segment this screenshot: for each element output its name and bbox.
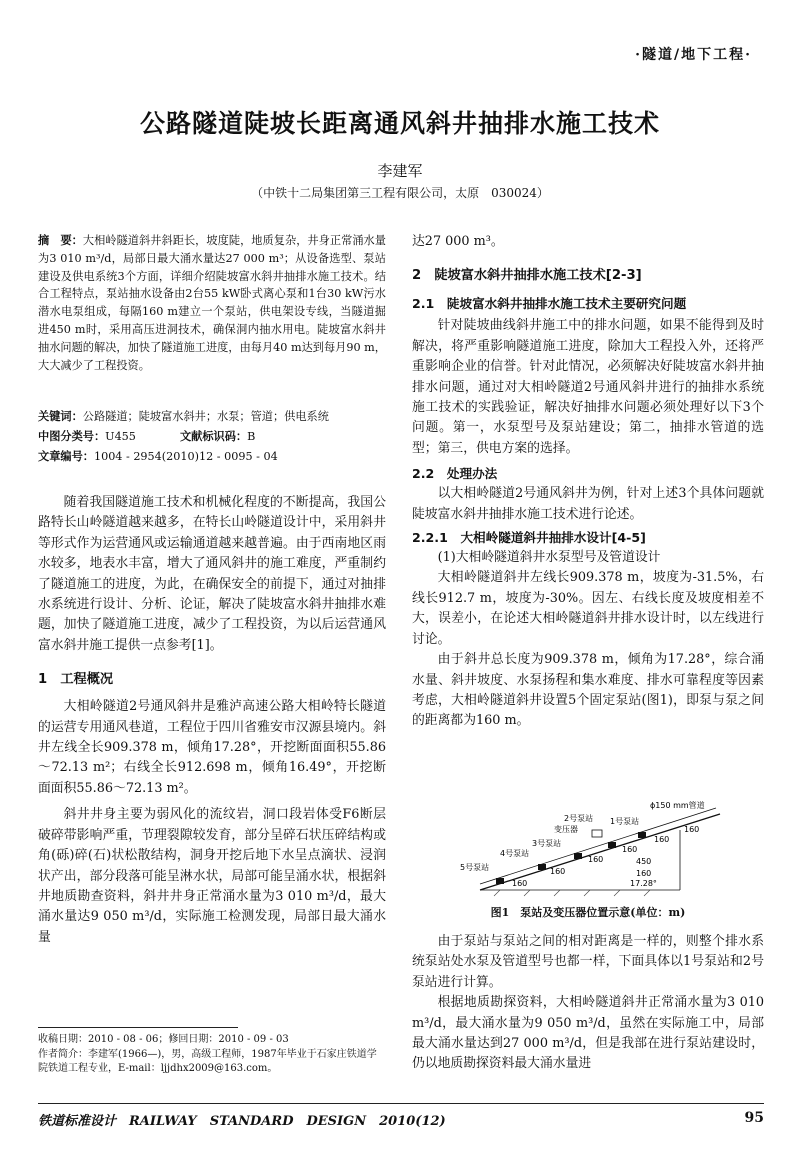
article-number — [38, 448, 386, 465]
figure-caption: 图1 泵站及变压器位置示意(单位：m) — [490, 906, 686, 919]
pump-station-2-marker — [608, 842, 616, 848]
keywords-label: 关键词： — [38, 409, 83, 423]
section-2-1-paragraph: 针对陡坡曲线斜井施工中的排水问题，如果不能得到及时解决，将严重影响隧道施工进度，除加大工程投入外，还将严重影响企业的信誉。针对此情况，必须解决好陡坡富水斜井抽排水问题，通过对大相岭隧道2号通风斜井进行的抽排水系统施工技术的实践验证，解决好抽排水问题必须处理好以下3个问题。第一，水泵型号及泵站建设；第二，抽排水管道的选型；第三，供电方案的选择。 — [412, 318, 764, 456]
section-2-1-heading: 2.1 陡坡富水斜井抽排水施工技术主要研究问题 — [412, 296, 687, 312]
clc-label: 中图分类号： — [38, 429, 106, 443]
received-date: 收稿日期：2010 - 08 - 06；修回日期：2010 - 09 - 03 — [38, 1034, 289, 1045]
author-bio: 作者简介：李建军(1966—)，男，高级工程师，1987年毕业于石家庄铁道学院铁道工程专业，E-mail：ljjdhx2009@163.com。 — [38, 1049, 377, 1074]
pump-1-label: 1号泵站 — [610, 817, 640, 826]
paper-title: 公路隧道陡坡长距离通风斜井抽排水施工技术 — [139, 109, 660, 138]
pump-3-label: 3号泵站 — [532, 839, 562, 848]
seg-label-6: 160 — [684, 825, 700, 834]
keywords — [38, 408, 386, 425]
classification — [38, 428, 386, 445]
pipe-label: ϕ150 mm管道 — [650, 801, 705, 810]
article-no-value: 1004 - 2954(2010)12 - 0095 - 04 — [93, 450, 278, 463]
after-figure-paragraph-1: 由于泵站与泵站之间的相对距离是一样的，则整个排水系统泵站处水泵及管道型号也都一样，下面具体以1号泵站和2号泵站进行计算。 — [412, 934, 764, 990]
right-body-bottom — [412, 932, 764, 1075]
seg-label-7: 160 — [636, 869, 652, 878]
seg-label-3: 160 — [588, 855, 604, 864]
journal-footer: 铁道标准设计 RAILWAY STANDARD DESIGN 2010(12) — [38, 1114, 446, 1129]
right-body-top — [412, 232, 764, 732]
pump-station-1-marker — [638, 832, 646, 838]
ground-hatch — [494, 890, 650, 896]
section-2-2-heading: 2.2 处理办法 — [412, 466, 498, 482]
abstract-text: 大相岭隧道斜井斜距长，坡度陡，地质复杂，井身正常涌水量为3 010 m³/d，局部日最大涌水量达27 000 m³；从设备选型、泵站建设及供电系统3个方面，详细介绍陡坡富水斜井抽排水施工技术。结合工程特点，泵站抽水设备由2台55 kW卧式离心泵和1台30 kW污水潜水电泵组成，每隔160 m建立一个泵站，供电架设专线，当隧道掘进450 m时，采用高压进洞技术，确保洞内抽水用电。陡坡富水斜井抽水问题的解决，加快了隧道施工进度，由每月40 m达到每月90 m，大大减少了工程投资。 — [38, 234, 386, 372]
pipe-line — [480, 808, 716, 884]
angle-label: 17.28° — [630, 879, 657, 888]
seg-label-2: 160 — [550, 867, 566, 876]
section-2-2-1-paragraph-1: 大相岭隧道斜井左线长909.378 m，坡度为-31.5%，右线长912.7 m，坡度为-30%。因左、右线长度及坡度相差不大，误差小，在论述大相岭隧道斜井排水设计时，以左线进行讨论。 — [412, 570, 764, 647]
abstract — [38, 232, 386, 374]
section-2-2-1-subheading: (1)大相岭隧道斜井水泵型号及管道设计 — [437, 550, 661, 566]
section-1-paragraph-2: 斜井井身主要为弱风化的流纹岩，洞口段岩体受F6断层破碎带影响严重，节理裂隙较发育，部分呈碎石状压碎结构或角(砾)碎(石)状松散结构，洞身开挖后地下水呈点滴状、浸润状产出，部分段落可能呈淋水状，局部可能呈涌水状，根据斜井地质勘查资料，斜井井身正常涌水量为3 010 m³/d，最大涌水量达9 050 m³/d，实际施工检测发现，局部日最大涌水量 — [38, 807, 386, 945]
pump-station-3-marker — [574, 853, 582, 859]
footer-rule — [38, 1103, 764, 1104]
author: 李建军 — [377, 162, 423, 180]
transformer-marker — [592, 830, 602, 837]
dist-450-label: 450 — [636, 857, 652, 866]
left-body — [38, 493, 386, 948]
section-2-2-paragraph: 以大相岭隧道2号通风斜井为例，针对上述3个具体问题就陡坡富水斜井抽排水施工技术进行论述。 — [412, 486, 764, 522]
pump-station-diagram — [440, 800, 740, 900]
pump-5-label: 5号泵站 — [460, 863, 490, 872]
page-number: 95 — [744, 1110, 764, 1126]
section-2-heading: 2 陡坡富水斜井抽排水施工技术[2-3] — [412, 268, 642, 284]
doc-code-value: B — [247, 430, 256, 443]
section-1-paragraph-1: 大相岭隧道2号通风斜井是雅泸高速公路大相岭特长隧道的运营专用通风巷道，工程位于四川省雅安市汉源县境内。斜井左线全长909.378 m，倾角17.28°，开挖断面面积55.86～72.13 m²；右线全长912.698 m，倾角16.49°，开挖断面面积55.86～72.13 m²。 — [38, 699, 386, 796]
clc-value: U455 — [105, 430, 136, 443]
transformer-label: 变压器 — [554, 825, 578, 834]
seg-label-4: 160 — [622, 845, 638, 854]
doc-code-label: 文献标识码： — [179, 429, 248, 443]
seg-label-1: 160 — [512, 879, 528, 888]
keywords-text: 公路隧道；陡坡富水斜井；水泵；管道；供电系统 — [82, 410, 329, 423]
pump-station-4-marker — [538, 864, 546, 870]
pump-2-label: 2号泵站 — [564, 814, 594, 823]
section-2-2-1-paragraph-2: 由于斜井总长度为909.378 m，倾角为17.28°，综合涌水量、斜井坡度、水泵扬程和集水难度、排水可靠程度等因素考虑，大相岭隧道斜井设置5个固定泵站(图1)，即泵与泵之间的距离都为160 m。 — [412, 652, 764, 729]
section-2-2-1-heading: 2.2.1 大相岭隧道斜井抽排水设计[4-5] — [412, 530, 646, 546]
seg-label-5: 160 — [654, 835, 670, 844]
continued-text: 达27 000 m³。 — [412, 234, 504, 249]
figure-1 — [440, 800, 740, 900]
after-figure-paragraph-2: 根据地质勘探资料，大相岭隧道斜井正常涌水量为3 010 m³/d，最大涌水量为9 050 m³/d，虽然在实际施工中，局部最大涌水量达到27 000 m³/d，但是我部在进行泵站建设时，仍以地质勘探资料最大涌水量进 — [412, 995, 764, 1072]
affiliation: （中铁十二局集团第三工程有限公司，太原 030024） — [251, 186, 549, 200]
section-1-heading: 1 工程概况 — [38, 672, 114, 688]
pump-station-5-marker — [496, 878, 504, 884]
intro-paragraph: 随着我国隧道施工技术和机械化程度的不断提高，我国公路特长山岭隧道越来越多，在特长山岭隧道设计中，采用斜井等形式作为运营通风或运输通道越来越普遍。由于西南地区雨水较多，地表水丰富，增大了通风斜井的施工难度，严重制约了隧道施工的进度，为此，在确保安全的前提下，通过对抽排水系统进行设计、分析、论证，解决了陡坡富水斜井抽排水难题，加快了隧道施工进度，减少了工程投资，为以后运营通风富水斜井施工提供一点参考[1]。 — [38, 495, 386, 653]
abstract-label: 摘 要： — [38, 233, 83, 247]
section-tag: ·隧道/地下工程· — [635, 47, 752, 63]
footnote-rule — [38, 1027, 238, 1028]
article-no-label: 文章编号： — [38, 449, 94, 463]
pump-4-label: 4号泵站 — [500, 849, 530, 858]
